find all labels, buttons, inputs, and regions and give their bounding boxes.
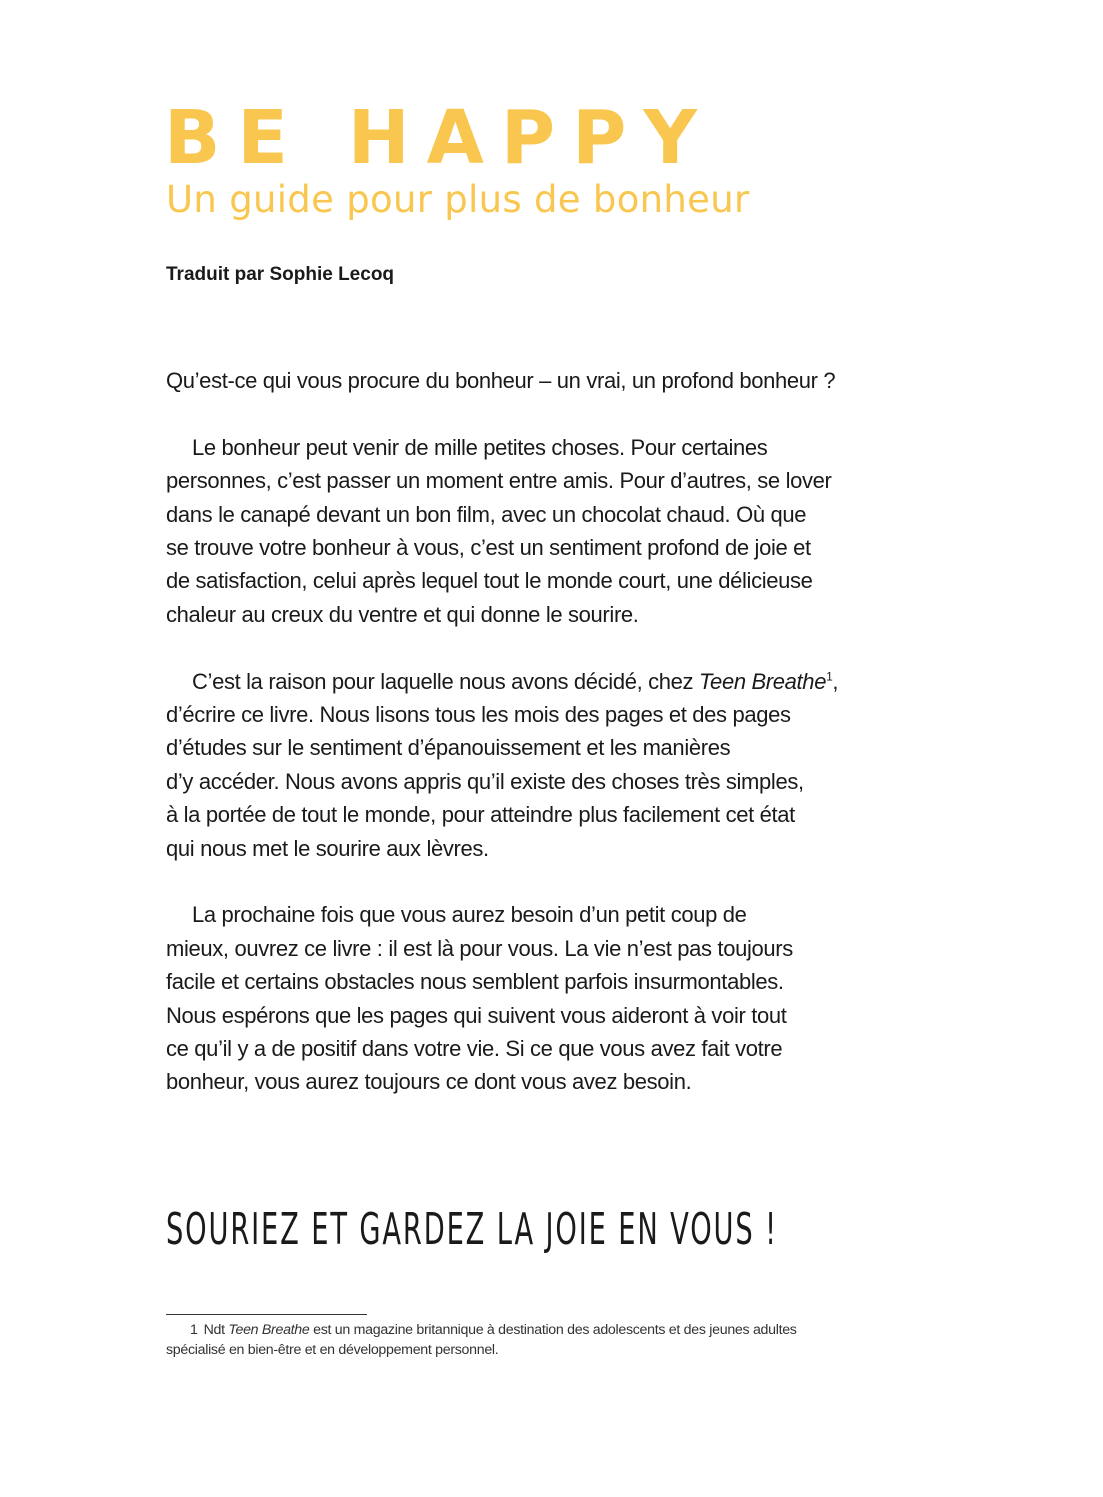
text-line: de satisfaction, celui après lequel tout le monde court, une délicieuse <box>166 568 813 594</box>
text-line: qui nous met le sourire aux lèvres. <box>166 835 489 861</box>
text-fragment: est un magazine britannique à destination des adolescents et des jeunes adultes <box>309 1322 797 1338</box>
text-line: Qu’est-ce qui vous procure du bonheur – un vrai, un profond bonheur ? <box>166 368 836 393</box>
text-line: Le bonheur peut venir de mille petites choses. Pour certaines <box>192 434 768 460</box>
paragraph-prochaine-fois <box>166 898 946 1098</box>
text-line: d’écrire ce livre. Nous lisons tous les mois des pages et des pages <box>166 702 791 728</box>
text-fragment: Ndt <box>203 1322 229 1338</box>
text-line: facile et certains obstacles nous semblent parfois insurmontables. <box>166 969 784 995</box>
translator-credit: Traduit par Sophie Lecoq <box>166 264 395 285</box>
text-line: La prochaine fois que vous aurez besoin d’un petit coup de <box>192 902 747 928</box>
text-line: ce qu’il y a de positif dans votre vie. Si ce que vous avez fait votre <box>166 1036 783 1062</box>
text-fragment: , <box>832 668 839 694</box>
magazine-title: Teen Breathe <box>228 1322 310 1338</box>
body-text <box>166 364 946 1099</box>
text-fragment: C’est la raison pour laquelle nous avons décidé, chez <box>192 668 699 694</box>
footnote-reference[interactable]: 1 <box>826 669 833 684</box>
text-line: à la portée de tout le monde, pour atteindre plus facilement cet état <box>166 802 795 828</box>
book-title: BE HAPPY <box>164 95 714 181</box>
text-line: bonheur, vous aurez toujours ce dont vous avez besoin. <box>166 1069 692 1095</box>
text-line: Nous espérons que les pages qui suivent vous aideront à voir tout <box>166 1002 787 1028</box>
paragraph-bonheur <box>166 431 946 631</box>
footnote-number: 1 <box>190 1322 198 1338</box>
text-line: chaleur au creux du ventre et qui donne le sourire. <box>166 601 639 627</box>
text-line: se trouve votre bonheur à vous, c’est un sentiment profond de joie et <box>166 535 811 561</box>
footnote-divider <box>166 1314 367 1315</box>
book-subtitle: Un guide pour plus de bonheur <box>166 178 750 221</box>
paragraph-raison <box>166 665 946 865</box>
paragraph-intro-question <box>166 364 946 397</box>
magazine-title: Teen Breathe <box>698 668 827 694</box>
tagline-heading: SOURIEZ ET GARDEZ LA JOIE EN VOUS ! <box>166 1204 778 1255</box>
footnote-line: spécialisé en bien-être et en développement personnel. <box>166 1341 499 1358</box>
text-line: d’y accéder. Nous avons appris qu’il existe des choses très simples, <box>166 768 804 794</box>
footnote-line <box>166 1321 946 1341</box>
footnote <box>166 1321 946 1360</box>
text-line: mieux, ouvrez ce livre : il est là pour vous. La vie n’est pas toujours <box>166 935 793 961</box>
text-line: dans le canapé devant un bon film, avec un chocolat chaud. Où que <box>166 501 807 527</box>
text-line <box>166 665 946 698</box>
text-line: d’études sur le sentiment d’épanouissement et les manières <box>166 735 731 761</box>
text-line: personnes, c’est passer un moment entre amis. Pour d’autres, se lover <box>166 468 832 494</box>
